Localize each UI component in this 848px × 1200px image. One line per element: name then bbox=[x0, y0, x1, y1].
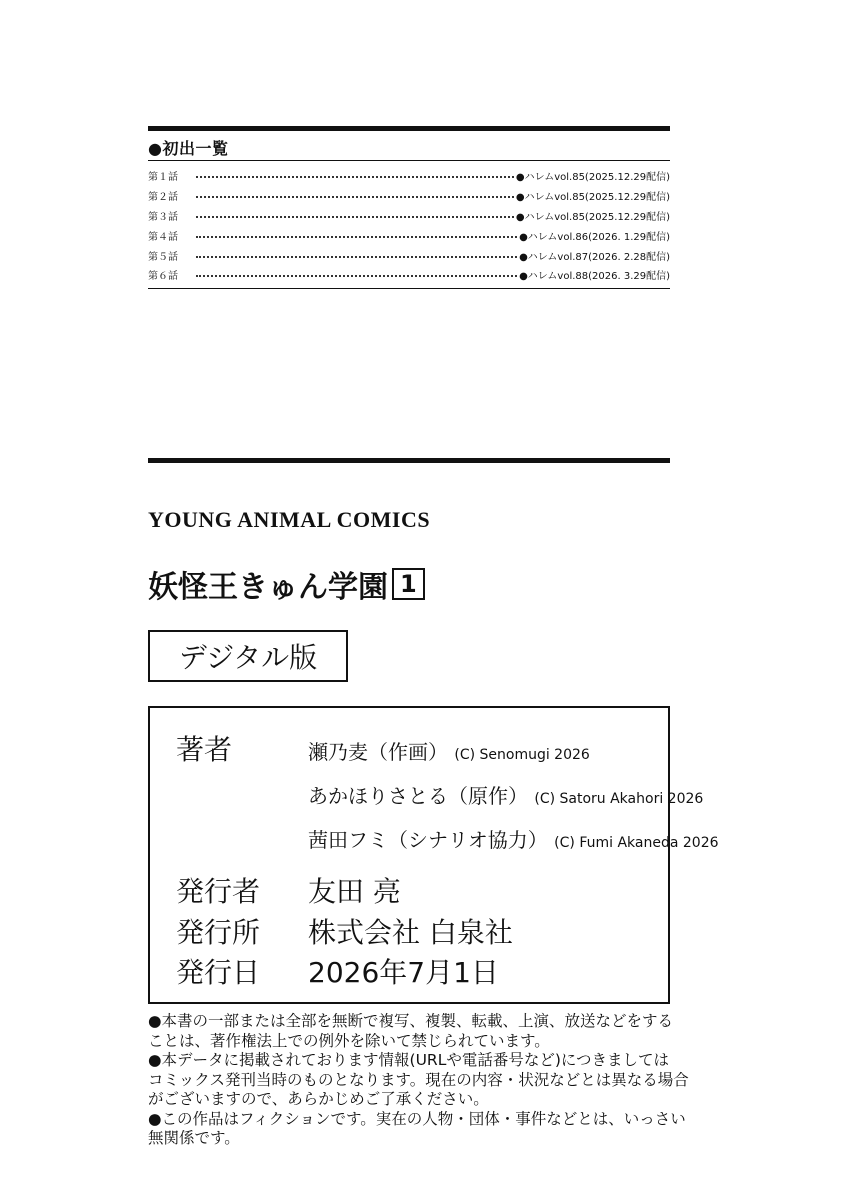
publisher-person-label: 発行者 bbox=[176, 875, 261, 908]
chapter-label: 第２話 bbox=[148, 192, 178, 204]
author-copyright: (C) Satoru Akahori 2026 bbox=[534, 791, 704, 807]
credits-box bbox=[148, 706, 719, 1004]
note-line: ●本書の一部または全部を無断で複写、複製、転載、上演、放送などをする bbox=[148, 1012, 674, 1030]
note-line: コミックス発刊当時のものとなります。現在の内容・状況などとは異なる場合 bbox=[148, 1070, 689, 1089]
chapter-source: ●ハレムvol.85(2025.12.29配信) bbox=[515, 211, 670, 223]
author-label: 著者 bbox=[176, 733, 233, 766]
top-rule bbox=[148, 126, 670, 131]
chapter-source: ●ハレムvol.88(2026. 3.29配信) bbox=[519, 271, 670, 283]
leader-dots bbox=[196, 175, 514, 178]
publication-entry bbox=[148, 245, 670, 265]
publication-entry bbox=[148, 186, 670, 206]
note-line: ことは、著作権法上での例外を除いて禁じられています。 bbox=[148, 1031, 550, 1050]
publisher-company: 株式会社 白泉社 bbox=[308, 916, 513, 949]
chapter-source: ●ハレムvol.85(2025.12.29配信) bbox=[515, 172, 670, 184]
leader-dots bbox=[196, 235, 517, 238]
publication-entry bbox=[148, 206, 670, 226]
leader-dots bbox=[196, 255, 517, 258]
author-name: 瀬乃麦（作画） bbox=[308, 740, 448, 764]
leader-dots bbox=[196, 215, 514, 218]
volume-number: 1 bbox=[392, 568, 425, 600]
book-title-text: 妖怪王きゅん学園 bbox=[148, 570, 388, 605]
chapter-label: 第５話 bbox=[148, 251, 178, 263]
publication-entry bbox=[148, 225, 670, 245]
edition-label: デジタル版 bbox=[148, 630, 348, 682]
chapter-source: ●ハレムvol.87(2026. 2.28配信) bbox=[519, 251, 670, 263]
section-divider bbox=[148, 160, 670, 161]
note-line: がございますので、あらかじめご了承ください。 bbox=[148, 1090, 489, 1108]
list-bottom-rule bbox=[148, 288, 670, 289]
publication-date-label: 発行日 bbox=[176, 956, 261, 989]
colophon-rule bbox=[148, 458, 670, 463]
series-label: YOUNG ANIMAL COMICS bbox=[148, 507, 431, 532]
book-title bbox=[148, 562, 425, 606]
publisher-person: 友田 亮 bbox=[308, 875, 401, 908]
chapter-source: ●ハレムvol.86(2026. 1.29配信) bbox=[519, 231, 670, 243]
note-line: ●この作品はフィクションです。実在の人物・団体・事件などとは、いっさい bbox=[148, 1109, 686, 1128]
author-copyright: (C) Fumi Akaneda 2026 bbox=[554, 835, 719, 851]
chapter-label: 第６話 bbox=[148, 271, 178, 283]
author-entry bbox=[308, 780, 703, 809]
author-entry bbox=[308, 736, 590, 765]
publication-list-title: ●初出一覧 bbox=[148, 139, 229, 158]
publication-entry bbox=[148, 166, 670, 186]
leader-dots bbox=[196, 195, 514, 198]
leader-dots bbox=[196, 274, 517, 277]
publication-date: 2026年7月1日 bbox=[308, 956, 499, 989]
note-line: 無関係です。 bbox=[148, 1129, 240, 1147]
chapter-label: 第１話 bbox=[148, 172, 178, 184]
publisher-company-label: 発行所 bbox=[176, 916, 261, 949]
publication-list bbox=[148, 166, 670, 285]
author-name: あかほりさとる（原作） bbox=[308, 784, 528, 808]
chapter-label: 第４話 bbox=[148, 231, 178, 243]
publication-entry bbox=[148, 265, 670, 285]
chapter-label: 第３話 bbox=[148, 211, 178, 223]
author-copyright: (C) Senomugi 2026 bbox=[454, 747, 590, 763]
author-name: 茜田フミ（シナリオ協力） bbox=[308, 828, 548, 852]
chapter-source: ●ハレムvol.85(2025.12.29配信) bbox=[515, 192, 670, 204]
author-entry bbox=[308, 824, 719, 853]
legal-notes bbox=[148, 1012, 688, 1149]
note-line: ●本データに掲載されております情報(URLや電話番号など)につきましては bbox=[148, 1051, 670, 1069]
